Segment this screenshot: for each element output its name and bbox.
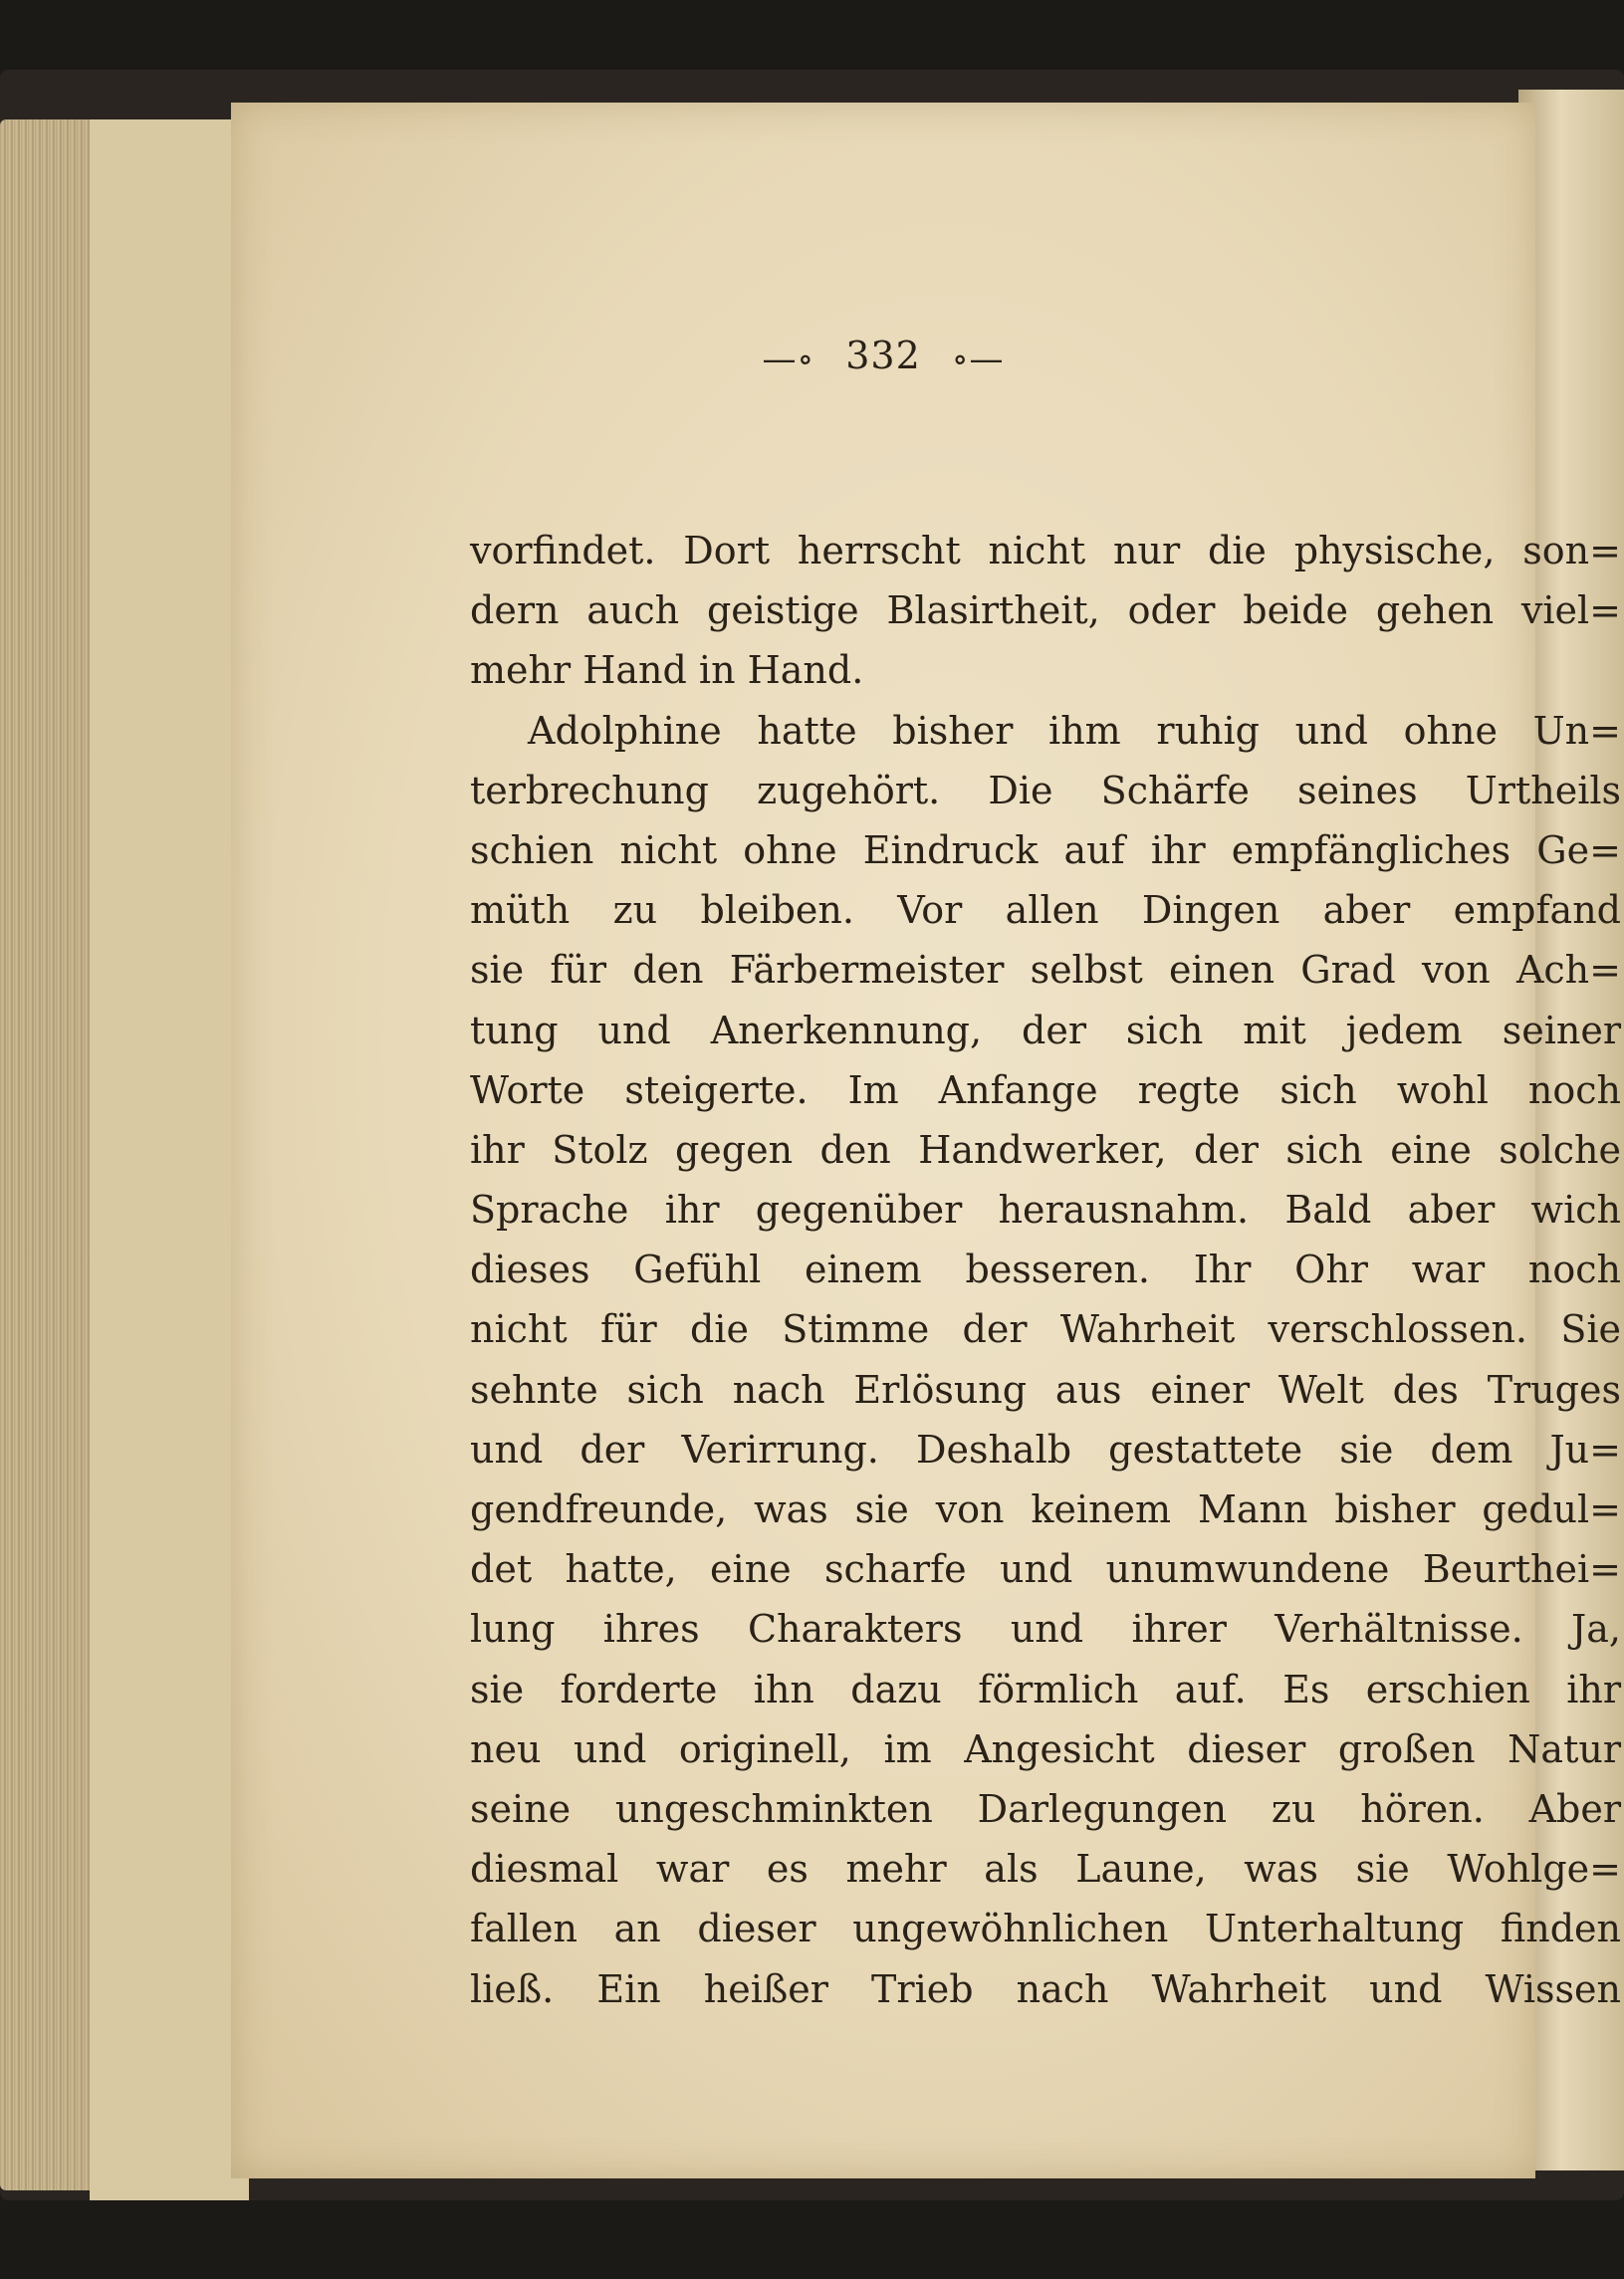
text-line: gendfreunde, was sie von keinem Mann bisher gedul= <box>470 1487 1621 1531</box>
text-line: dern auch geistige Blasirtheit, oder beide gehen viel= <box>470 588 1621 633</box>
text-line: diesmal war es mehr als Laune, was sie Wohlge= <box>470 1847 1621 1892</box>
page-header <box>231 334 1535 379</box>
text-line: vorfindet. Dort herrscht nicht nur die physische, son= <box>470 529 1621 572</box>
text-line: lung ihres Charakters und ihrer Verhältnisse. Ja, <box>470 1607 1621 1652</box>
book-page <box>231 103 1621 2178</box>
text-line: Adolphine hatte bisher ihm ruhig und ohne Un= <box>528 708 1621 753</box>
text-line: mehr Hand in Hand. <box>470 648 864 693</box>
text-line: seine ungeschminkten Darlegungen zu hören. Aber <box>470 1786 1621 1831</box>
text-line: sehnte sich nach Erlösung aus einer Welt des Truges <box>470 1367 1621 1412</box>
text-line: müth zu bleiben. Vor allen Dingen aber empfand <box>470 888 1621 933</box>
text-line: tung und Anerkennung, der sich mit jedem seiner <box>470 1008 1621 1052</box>
text-line: ließ. Ein heißer Trieb nach Wahrheit und Wissen <box>470 1966 1621 2011</box>
text-line: terbrechung zugehört. Die Schärfe seines Urtheils <box>470 768 1621 812</box>
text-line: schien nicht ohne Eindruck auf ihr empfängliches Ge= <box>470 827 1621 872</box>
text-line: nicht für die Stimme der Wahrheit verschlossen. Sie <box>470 1307 1621 1352</box>
text-line: sie forderte ihn dazu förmlich auf. Es erschien ihr <box>470 1667 1621 1711</box>
text-line: neu und originell, im Angesicht dieser großen Natur <box>470 1726 1621 1771</box>
text-line: det hatte, eine scharfe und unumwundene Beurthei= <box>470 1547 1621 1592</box>
page-number: 332 <box>845 334 921 377</box>
header-ornament-right: ∘— <box>951 339 1005 379</box>
text-line: Sprache ihr gegenüber herausnahm. Bald aber wich <box>470 1188 1621 1233</box>
text-line: fallen an dieser ungewöhnlichen Unterhaltung finden <box>470 1907 1621 1951</box>
body-text <box>470 521 1621 2019</box>
text-line: dieses Gefühl einem besseren. Ihr Ohr war noch <box>470 1248 1621 1292</box>
text-line: Worte steigerte. Im Anfange regte sich wohl noch <box>470 1067 1621 1112</box>
text-line: und der Verirrung. Deshalb gestattete sie dem Ju= <box>470 1427 1621 1472</box>
text-line: ihr Stolz gegen den Handwerker, der sich eine solche <box>470 1127 1621 1172</box>
header-ornament-left: —∘ <box>762 339 815 379</box>
previous-page <box>90 119 249 2200</box>
text-line: sie für den Färbermeister selbst einen Grad von Ach= <box>470 948 1621 993</box>
